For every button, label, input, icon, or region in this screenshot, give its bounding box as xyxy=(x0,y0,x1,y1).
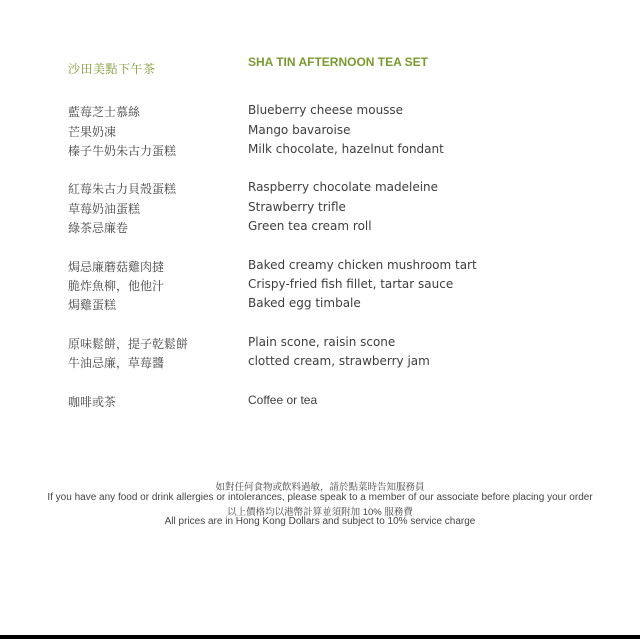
allergy-notice-english: If you have any food or drink allergies or intolerances, please speak to a member of our associate before placing your order xyxy=(47,492,593,503)
menu-item-en: Strawberry trifle xyxy=(248,200,346,214)
menu-item-en: Baked egg timbale xyxy=(248,296,361,310)
menu-item-en: Baked creamy chicken mushroom tart xyxy=(248,258,477,272)
menu-item-zh: 紅莓朱古力貝殼蛋糕 xyxy=(68,182,177,196)
menu-item-zh: 草莓奶油蛋糕 xyxy=(68,202,141,216)
menu-item-en: Raspberry chocolate madeleine xyxy=(248,180,439,194)
menu-title-english: SHA TIN AFTERNOON TEA SET xyxy=(248,55,428,69)
menu-item-en: Mango bavaroise xyxy=(248,123,351,137)
menu-item-en: Milk chocolate, hazelnut fondant xyxy=(248,142,444,156)
menu-item-en: Plain scone, raisin scone xyxy=(248,335,396,349)
menu-item-zh: 焗雞蛋糕 xyxy=(68,298,117,312)
allergy-notice-chinese: 如對任何食物或飲料過敏，請於點菜時告知服務員 xyxy=(215,482,425,493)
menu-item-zh: 榛子牛奶朱古力蛋糕 xyxy=(68,144,177,158)
menu-item-zh: 綠茶忌廉卷 xyxy=(68,221,129,235)
menu-item-zh: 原味鬆餅，提子乾鬆餅 xyxy=(68,337,189,351)
menu-item-zh: 脆炸魚柳，他他汁 xyxy=(68,279,165,293)
menu-title-chinese: 沙田美點下午茶 xyxy=(68,62,156,76)
price-notice-english: All prices are in Hong Kong Dollars and subject to 10% service charge xyxy=(164,516,476,527)
menu-item-zh: 牛油忌廉，草莓醬 xyxy=(68,356,165,370)
menu-item-zh: 藍莓芝士慕絲 xyxy=(68,105,141,119)
bottom-edge-divider xyxy=(0,635,640,639)
menu-item-zh: 咖啡或茶 xyxy=(68,395,117,409)
price-notice-chinese: 以上價格均以港幣計算並須附加 10% 服務費 xyxy=(227,507,413,518)
menu-item-en: clotted cream, strawberry jam xyxy=(248,354,430,368)
menu-item-zh: 芒果奶凍 xyxy=(68,125,117,139)
menu-item-zh: 焗忌廉蘑菇雞肉撻 xyxy=(68,260,165,274)
menu-item-en: Blueberry cheese mousse xyxy=(248,103,404,117)
menu-item-en: Crispy-fried fish fillet, tartar sauce xyxy=(248,277,454,291)
menu-item-en: Coffee or tea xyxy=(248,393,318,407)
menu-item-en: Green tea cream roll xyxy=(248,219,372,233)
